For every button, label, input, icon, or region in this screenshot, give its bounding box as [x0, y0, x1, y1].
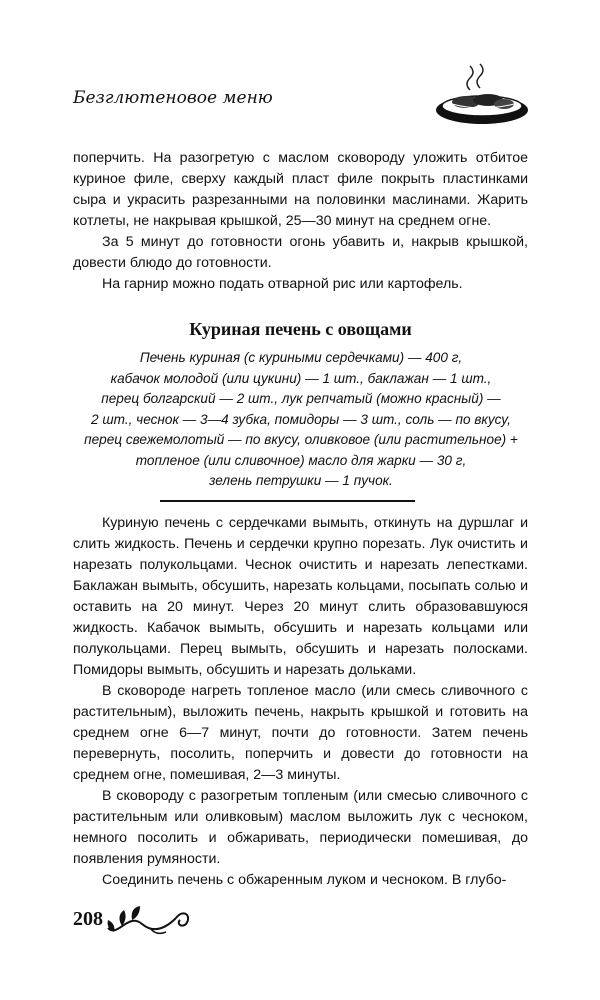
floral-ornament-icon [104, 898, 194, 942]
paragraph: В сковороду с разогретым топленым (или смесью сливочного с растительным или оливковым) маслом выложить лук с чесноком, немного посолить и обжаривать, периодически помешивая, до появления румяности. [73, 788, 528, 867]
section-divider [160, 500, 415, 502]
recipe-title: Куриная печень с овощами [189, 319, 412, 339]
running-head: Безглютеновое меню [73, 88, 273, 108]
paragraph: За 5 минут до готовности огонь убавить и, накрыв крышкой, довести блюдо до готовности. [73, 234, 528, 271]
ingredient-line: перец болгарский — 2 шт., лук репчатый (можно красный) — [101, 391, 501, 406]
ingredient-line: перец свежемолотый — по вкусу, оливковое (или растительное) + [84, 432, 518, 447]
ingredient-line: Печень куриная (с куриными сердечками) — 400 г, [139, 350, 463, 365]
page-number: 208 [73, 908, 103, 930]
ingredient-line: топленое (или сливочное) масло для жарки — 30 г, [135, 452, 467, 468]
paragraph: Соединить печень с обжаренным луком и чесноком. В глубо- [102, 872, 507, 888]
paragraph: На гарнир можно подать отварной рис или картофель. [102, 276, 463, 292]
paragraph: В сковороде нагреть топленое масло (или смесь сливочного с растительным), выложить печень, накрыть крышкой и готовить на среднем огне 6—7 минут, почти до готовности. Затем печень перевернуть, посолить, поперчить и довести до готовности на среднем огне, помешивая, 2—3 минуты. [73, 683, 528, 783]
paragraph: поперчить. На разогретую с маслом сковороду уложить отбитое куриное филе, сверху каждый пласт филе покрыть пластинками сыра и украсить разрезанными на половинки маслинами. Жарить котлеты, не накрывая крышкой, 25—30 минут на среднем огне. [73, 150, 528, 229]
ingredient-line: 2 шт., чеснок — 3—4 зубка, помидоры — 3 шт., соль — по вкусу, [91, 411, 511, 427]
previous-recipe-text [73, 148, 528, 295]
plate-with-food-icon [432, 60, 532, 130]
ingredient-line: кабачок молодой (или цукини) — 1 шт., баклажан — 1 шт., [110, 370, 492, 386]
ingredient-line: зелень петрушки — 1 пучок. [209, 473, 393, 488]
paragraph: Куриную печень с сердечками вымыть, откинуть на дуршлаг и слить жидкость. Печень и сердечки крупно порезать. Лук очистить и нарезать полукольцами. Чеснок очистить и нарезать лепестками. Баклажан вымыть, обсушить, нарезать кольцами, посыпать солью и оставить на 20 минут. Через 20 минут слить образовавшуюся жидкость. Кабачок вымыть, обсушить и нарезать кольцами или полукольцами. Перец вымыть, обсушить и нарезать полосками. Помидоры вымыть, обсушить и нарезать дольками. [73, 515, 528, 678]
recipe-instructions [73, 513, 528, 891]
ingredients-list [80, 348, 522, 492]
